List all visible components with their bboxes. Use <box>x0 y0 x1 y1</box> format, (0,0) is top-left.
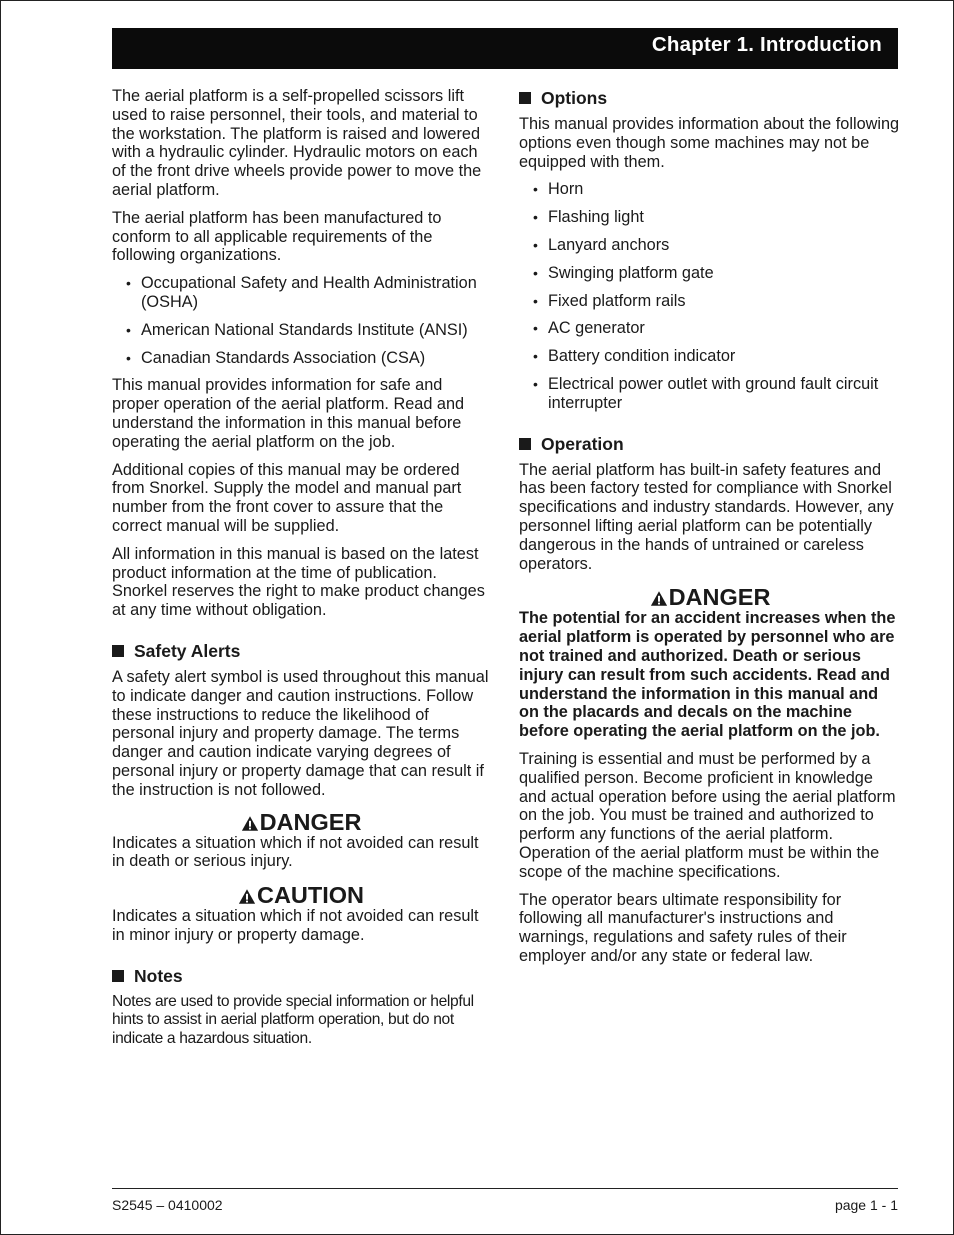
bullet-icon: • <box>533 375 538 392</box>
danger-definition: Indicates a situation which if not avoided can result in death or serious injury. <box>112 833 479 871</box>
section-heading-options: Options <box>519 87 901 109</box>
operation-text: The aerial platform has built-in safety features and has been factory tested for compliance with Snorkel specifications and industry standards. However, any personnel lifting aerial platform can be potentially dangerous in the hands of untrained or careless operators. <box>519 460 894 573</box>
bullet-icon: • <box>533 292 538 309</box>
footer-document-id: S2545 – 0410002 <box>112 1197 223 1213</box>
section-heading-notes: Notes <box>112 965 490 987</box>
caution-definition: Indicates a situation which if not avoided can result in minor injury or property damage. <box>112 907 479 944</box>
list-item: • Horn <box>533 180 584 199</box>
square-bullet-icon <box>112 970 124 982</box>
notes-text: Notes are used to provide special information or helpful hints to assist in aerial platform operation, but do not indicate a hazardous situation. <box>112 992 474 1048</box>
chapter-header <box>112 28 898 69</box>
list-item: • Occupational Safety and Health Administration (OSHA) <box>126 274 477 311</box>
training-paragraph: Training is essential and must be performed by a qualified person. Become proficient in knowledge and actual operation before using the aerial platform on the job. You must be trained and authorized to perform any functions of the aerial platform. Operation of the aerial platform must be within the scope of the machine specifications. <box>519 749 896 881</box>
intro-paragraph: The aerial platform is a self-propelled scissors lift used to raise personnel, their tools, and material to the workstation. The platform is raised and lowered with a hydraulic cylinder. Hydraulic motors on each of the front drive wheels provide power to move the aerial platform. <box>112 87 482 199</box>
right-column <box>519 87 901 975</box>
list-item: • Lanyard anchors <box>533 235 670 254</box>
bullet-icon: • <box>533 320 538 337</box>
section-heading-safety-alerts: Safety Alerts <box>112 640 490 662</box>
options-intro: This manual provides information about the following options even though some machines may not be equipped with them. <box>519 115 900 171</box>
square-bullet-icon <box>519 438 531 450</box>
conformance-paragraph: The aerial platform has been manufactured to conform to all applicable requirements of the following organizations. <box>112 208 442 265</box>
section-heading-operation: Operation <box>519 433 901 455</box>
left-column <box>112 87 490 1058</box>
list-item: • AC generator <box>533 319 645 338</box>
list-item: • Battery condition indicator <box>533 347 736 366</box>
caution-heading: CAUTION <box>112 883 490 907</box>
disclaimer-paragraph: All information in this manual is based on the latest product information at the time of publication. Snorkel reserves the right to make product changes at any time without obligation. <box>112 544 485 620</box>
danger-heading: DANGER <box>519 585 901 609</box>
organizations-list <box>112 274 490 367</box>
list-item: • Fixed platform rails <box>533 291 686 310</box>
copies-paragraph: Additional copies of this manual may be ordered from Snorkel. Supply the model and manual part number from the front cover to assure that the correct manual will be supplied. <box>112 460 462 535</box>
list-item: • Electrical power outlet with ground fault circuit interrupter <box>533 374 879 412</box>
operator-responsibility-paragraph: The operator bears ultimate responsibility for following all manufacturer's instructions and warnings, regulations and safety rules of their employer and/or any state or federal law. <box>519 890 847 965</box>
bullet-icon: • <box>126 321 131 338</box>
chapter-title: Chapter 1. Introduction <box>651 33 882 56</box>
safety-alerts-text: A safety alert symbol is used throughout this manual to indicate danger and caution instructions. Follow these instructions to reduce the likelihood of personal injury and property damage. The terms danger and caution indicate varying degrees of personal injury or property damage that can result if the instruction is not followed. <box>112 667 489 799</box>
bullet-icon: • <box>533 348 538 365</box>
list-item: • Swinging platform gate <box>533 263 714 282</box>
warning-triangle-icon <box>238 888 256 905</box>
list-item: • Canadian Standards Association (CSA) <box>126 348 426 367</box>
danger-warning-text: The potential for an accident increases when the aerial platform is operated by personnel who are not trained and authorized. Death or serious injury can result from such accidents. Read and understand the information in this manual and on the placards and decals on the machine before operating the aerial platform on the job. <box>519 609 896 741</box>
manual-purpose-paragraph: This manual provides information for safe and proper operation of the aerial platform. Read and understand the information in this manual before operating the aerial platform on the job. <box>112 376 465 451</box>
bullet-icon: • <box>533 181 538 198</box>
square-bullet-icon <box>112 645 124 657</box>
options-list <box>519 180 901 412</box>
list-item: • American National Standards Institute (ANSI) <box>126 320 468 339</box>
footer-page-number: page 1 - 1 <box>834 1197 898 1213</box>
square-bullet-icon <box>519 92 531 104</box>
danger-heading: DANGER <box>112 810 490 834</box>
warning-triangle-icon <box>650 590 668 607</box>
bullet-icon: • <box>533 236 538 253</box>
list-item: • Flashing light <box>533 208 644 227</box>
warning-triangle-icon <box>241 815 259 832</box>
bullet-icon: • <box>533 264 538 281</box>
bullet-icon: • <box>126 275 131 292</box>
bullet-icon: • <box>126 349 131 366</box>
footer-rule <box>112 1188 898 1189</box>
bullet-icon: • <box>533 209 538 226</box>
